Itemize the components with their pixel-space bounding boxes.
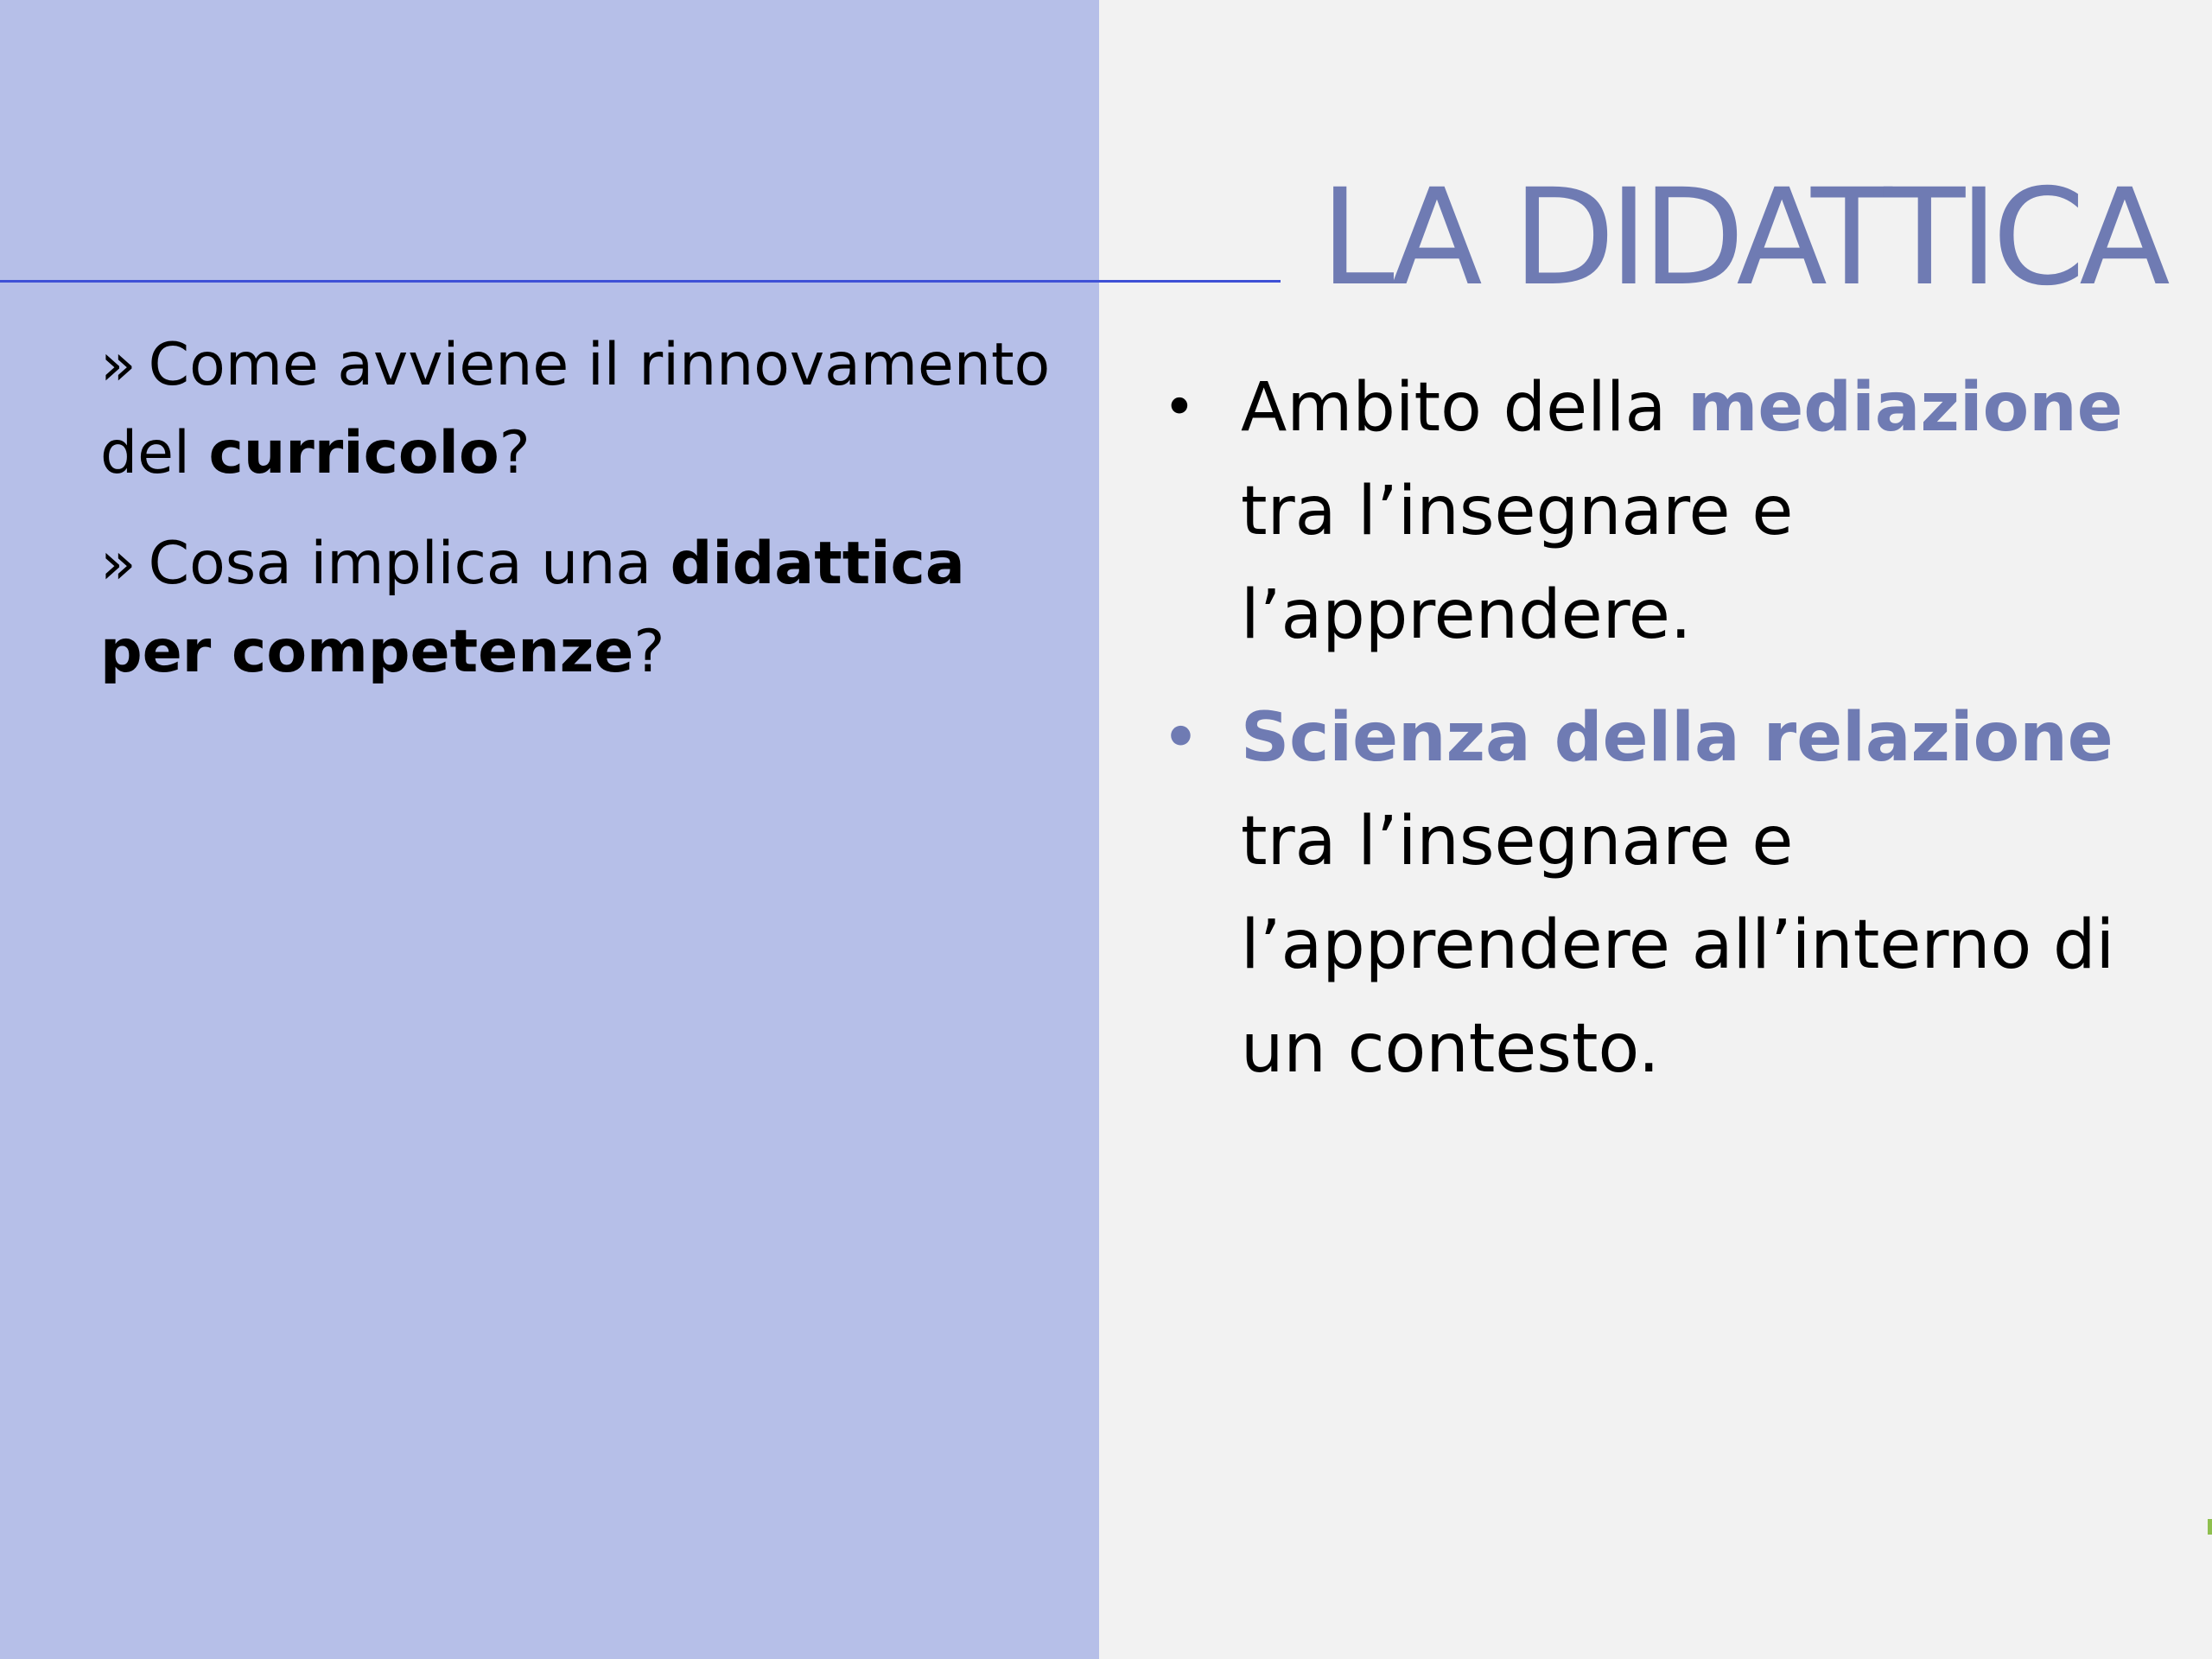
corner-mark <box>2208 1519 2212 1535</box>
definition-accent: mediazione <box>1688 369 2123 447</box>
question-punctuation: ? <box>633 618 665 686</box>
question-punctuation: ? <box>499 419 531 487</box>
question-text: Come avviene il rinnovamento del <box>100 331 1051 487</box>
left-panel <box>0 0 1099 1659</box>
question-item <box>100 520 1068 696</box>
question-text: Cosa implica una <box>148 530 671 598</box>
definition-text: Ambito della <box>1241 369 1688 447</box>
definition-text: tra l’insegnare e l’apprendere all’interno di un contesto. <box>1241 803 2115 1088</box>
question-emphasis: curricolo <box>208 419 499 487</box>
definition-text: tra l’insegnare e l’apprendere. <box>1241 473 1794 654</box>
question-emphasis: didattica per competenze <box>100 530 965 686</box>
slide-title: LA DIDATTICA <box>1320 161 2164 315</box>
question-marker: » <box>100 331 137 399</box>
definition-item <box>1158 686 2177 1101</box>
bullet-marker: • <box>1163 376 1196 440</box>
definition-list <box>1158 356 2177 1120</box>
question-item <box>100 321 1068 498</box>
question-list <box>100 321 1068 719</box>
title-divider <box>0 280 1281 283</box>
definition-accent: Scienza della relazione <box>1241 699 2113 777</box>
definition-item <box>1158 356 2177 667</box>
question-marker: » <box>100 530 137 598</box>
bullet-marker: • <box>1163 706 1198 770</box>
